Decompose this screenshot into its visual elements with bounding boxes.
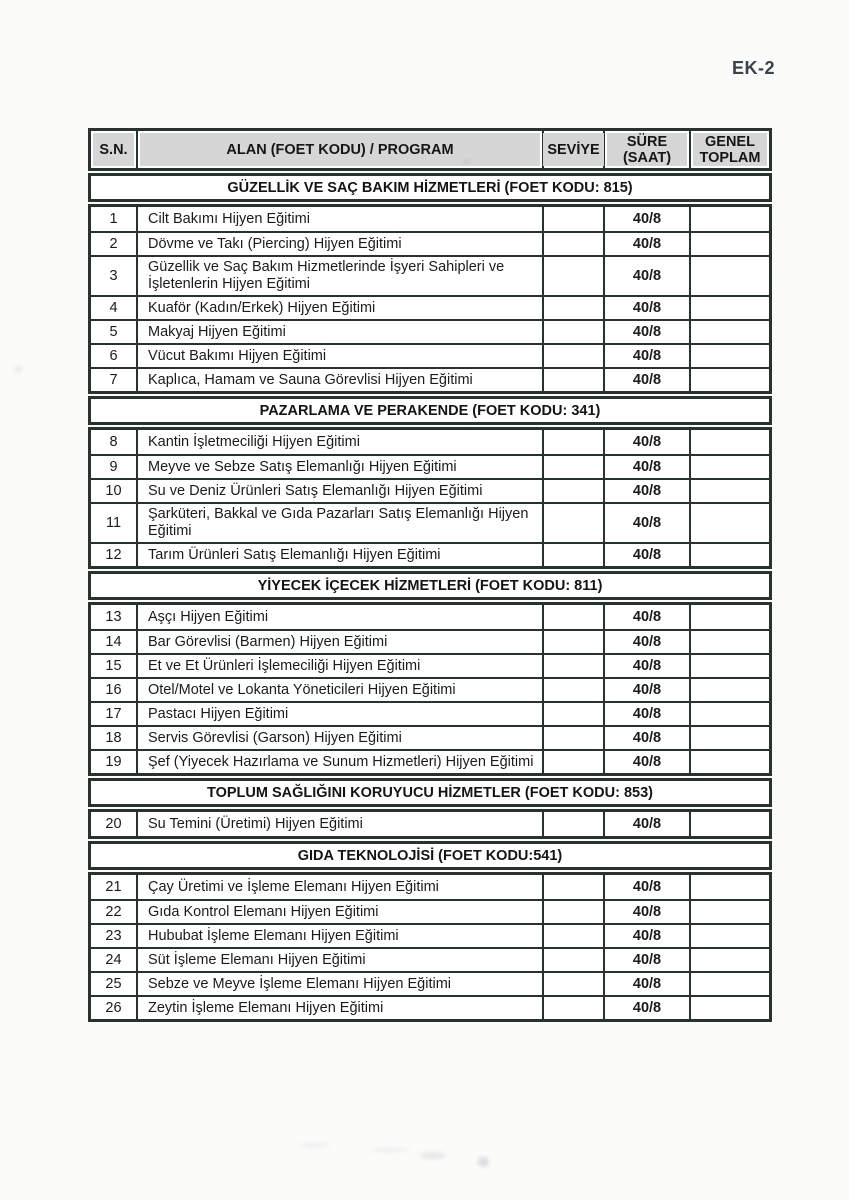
row-number: 26 (91, 997, 138, 1019)
section-title: TOPLUM SAĞLIĞINI KORUYUCU HİZMETLER (FOET KODU: 853) (206, 784, 654, 801)
scan-smudge (420, 1152, 446, 1159)
table-row (91, 899, 769, 923)
section-rows (88, 204, 772, 394)
row-program: Servis Görevlisi (Garson) Hijyen Eğitimi (138, 727, 544, 749)
row-seviye (544, 901, 605, 923)
row-seviye (544, 812, 605, 836)
table-row (91, 430, 769, 454)
section-header (88, 841, 772, 870)
row-number: 2 (91, 233, 138, 255)
scan-smudge (370, 1148, 410, 1152)
row-sure: 40/8 (605, 207, 691, 231)
row-sure: 40/8 (605, 233, 691, 255)
row-genel (691, 655, 769, 677)
row-program: Et ve Et Ürünleri İşlemeciliği Hijyen Eğitimi (138, 655, 544, 677)
row-genel (691, 679, 769, 701)
row-number: 4 (91, 297, 138, 319)
row-program: Şarküteri, Bakkal ve Gıda Pazarları Satış Elemanlığı Hijyen Eğitimi (138, 504, 544, 542)
row-sure: 40/8 (605, 703, 691, 725)
header-cell-genel (691, 131, 769, 168)
row-seviye (544, 973, 605, 995)
header-label-sn: S.N. (93, 133, 134, 166)
row-sure: 40/8 (605, 257, 691, 295)
row-sure: 40/8 (605, 973, 691, 995)
row-sure: 40/8 (605, 297, 691, 319)
table-row (91, 701, 769, 725)
row-genel (691, 297, 769, 319)
table-header-row (88, 128, 772, 171)
header-label-genel: GENEL TOPLAM (693, 133, 767, 166)
row-sure: 40/8 (605, 504, 691, 542)
row-program: Güzellik ve Saç Bakım Hizmetlerinde İşyeri Sahipleri ve İşletenlerin Hijyen Eğitimi (138, 257, 544, 295)
row-program: Kantin İşletmeciliği Hijyen Eğitimi (138, 430, 544, 454)
row-seviye (544, 544, 605, 566)
table-row (91, 207, 769, 231)
section-title: GIDA TEKNOLOJİSİ (FOET KODU:541) (297, 847, 563, 864)
row-program: Bar Görevlisi (Barmen) Hijyen Eğitimi (138, 631, 544, 653)
row-sure: 40/8 (605, 901, 691, 923)
row-number: 22 (91, 901, 138, 923)
row-genel (691, 997, 769, 1019)
table-row (91, 749, 769, 773)
row-seviye (544, 875, 605, 899)
row-genel (691, 605, 769, 629)
row-genel (691, 973, 769, 995)
table-row (91, 478, 769, 502)
header-cell-program (138, 131, 544, 168)
row-seviye (544, 207, 605, 231)
row-genel (691, 207, 769, 231)
header-cell-seviye (544, 131, 605, 168)
row-number: 16 (91, 679, 138, 701)
row-genel (691, 321, 769, 343)
row-sure: 40/8 (605, 875, 691, 899)
row-genel (691, 430, 769, 454)
table-row (91, 502, 769, 542)
section-rows (88, 872, 772, 1022)
row-program: Otel/Motel ve Lokanta Yöneticileri Hijyen Eğitimi (138, 679, 544, 701)
row-sure: 40/8 (605, 480, 691, 502)
row-sure: 40/8 (605, 925, 691, 947)
row-number: 23 (91, 925, 138, 947)
row-number: 8 (91, 430, 138, 454)
row-number: 14 (91, 631, 138, 653)
row-genel (691, 369, 769, 391)
row-sure: 40/8 (605, 369, 691, 391)
header-cell-sn (91, 131, 138, 168)
row-seviye (544, 925, 605, 947)
row-seviye (544, 257, 605, 295)
row-genel (691, 949, 769, 971)
row-sure: 40/8 (605, 812, 691, 836)
table-row (91, 255, 769, 295)
row-seviye (544, 321, 605, 343)
row-number: 3 (91, 257, 138, 295)
row-seviye (544, 456, 605, 478)
row-number: 13 (91, 605, 138, 629)
table-row (91, 605, 769, 629)
row-program: Hububat İşleme Elemanı Hijyen Eğitimi (138, 925, 544, 947)
row-genel (691, 727, 769, 749)
row-program: Cilt Bakımı Hijyen Eğitimi (138, 207, 544, 231)
table-row (91, 454, 769, 478)
scan-smudge (464, 160, 470, 164)
table-row (91, 947, 769, 971)
row-sure: 40/8 (605, 605, 691, 629)
table-row (91, 971, 769, 995)
table-body (88, 173, 772, 1022)
row-genel (691, 480, 769, 502)
row-genel (691, 233, 769, 255)
row-program: Gıda Kontrol Elemanı Hijyen Eğitimi (138, 901, 544, 923)
row-program: Aşçı Hijyen Eğitimi (138, 605, 544, 629)
row-number: 11 (91, 504, 138, 542)
table-row (91, 875, 769, 899)
row-sure: 40/8 (605, 456, 691, 478)
table-row (91, 542, 769, 566)
row-sure: 40/8 (605, 679, 691, 701)
row-number: 18 (91, 727, 138, 749)
row-seviye (544, 949, 605, 971)
section-header (88, 778, 772, 807)
row-seviye (544, 430, 605, 454)
attachment-label: EK-2 (732, 58, 776, 78)
section-rows (88, 427, 772, 569)
row-seviye (544, 727, 605, 749)
row-number: 24 (91, 949, 138, 971)
row-genel (691, 544, 769, 566)
row-genel (691, 456, 769, 478)
row-seviye (544, 480, 605, 502)
hygiene-training-table (88, 128, 772, 1022)
row-number: 10 (91, 480, 138, 502)
row-genel (691, 901, 769, 923)
section-title: GÜZELLİK VE SAÇ BAKIM HİZMETLERİ (FOET KODU: 815) (227, 179, 633, 196)
table-row (91, 923, 769, 947)
row-sure: 40/8 (605, 655, 691, 677)
row-number: 17 (91, 703, 138, 725)
table-row (91, 653, 769, 677)
row-number: 15 (91, 655, 138, 677)
row-sure: 40/8 (605, 345, 691, 367)
row-seviye (544, 297, 605, 319)
section-header (88, 173, 772, 202)
section-title: YİYECEK İÇECEK HİZMETLERİ (FOET KODU: 811) (257, 577, 603, 594)
section-header (88, 571, 772, 600)
row-seviye (544, 751, 605, 773)
row-sure: 40/8 (605, 997, 691, 1019)
row-number: 6 (91, 345, 138, 367)
row-number: 20 (91, 812, 138, 836)
row-genel (691, 504, 769, 542)
row-number: 7 (91, 369, 138, 391)
header-label-seviye: SEVİYE (543, 133, 603, 166)
row-seviye (544, 997, 605, 1019)
row-program: Zeytin İşleme Elemanı Hijyen Eğitimi (138, 997, 544, 1019)
row-sure: 40/8 (605, 430, 691, 454)
table-row (91, 812, 769, 836)
row-sure: 40/8 (605, 631, 691, 653)
scan-smudge (478, 1157, 489, 1167)
row-program: Meyve ve Sebze Satış Elemanlığı Hijyen Eğitimi (138, 456, 544, 478)
row-number: 25 (91, 973, 138, 995)
row-seviye (544, 703, 605, 725)
row-seviye (544, 345, 605, 367)
section-rows (88, 809, 772, 839)
row-genel (691, 812, 769, 836)
header-label-sure: SÜRE (SAAT) (607, 133, 687, 166)
row-program: Tarım Ürünleri Satış Elemanlığı Hijyen Eğitimi (138, 544, 544, 566)
table-row (91, 319, 769, 343)
section-header (88, 396, 772, 425)
row-sure: 40/8 (605, 544, 691, 566)
row-number: 21 (91, 875, 138, 899)
row-program: Çay Üretimi ve İşleme Elemanı Hijyen Eğitimi (138, 875, 544, 899)
header-label-program: ALAN (FOET KODU) / PROGRAM (140, 133, 540, 166)
row-genel (691, 703, 769, 725)
scan-smudge (14, 366, 23, 372)
row-seviye (544, 655, 605, 677)
row-seviye (544, 631, 605, 653)
table-row (91, 725, 769, 749)
row-seviye (544, 369, 605, 391)
row-number: 9 (91, 456, 138, 478)
row-number: 1 (91, 207, 138, 231)
row-seviye (544, 605, 605, 629)
row-genel (691, 257, 769, 295)
section-title: PAZARLAMA VE PERAKENDE (FOET KODU: 341) (259, 402, 601, 419)
table-row (91, 677, 769, 701)
row-program: Kuaför (Kadın/Erkek) Hijyen Eğitimi (138, 297, 544, 319)
table-row (91, 629, 769, 653)
row-genel (691, 925, 769, 947)
row-program: Kaplıca, Hamam ve Sauna Görevlisi Hijyen Eğitimi (138, 369, 544, 391)
table-row (91, 343, 769, 367)
row-program: Sebze ve Meyve İşleme Elemanı Hijyen Eğitimi (138, 973, 544, 995)
row-program: Pastacı Hijyen Eğitimi (138, 703, 544, 725)
row-program: Vücut Bakımı Hijyen Eğitimi (138, 345, 544, 367)
row-sure: 40/8 (605, 949, 691, 971)
table-row (91, 995, 769, 1019)
row-program: Makyaj Hijyen Eğitimi (138, 321, 544, 343)
header-cell-sure (605, 131, 691, 168)
row-program: Su Temini (Üretimi) Hijyen Eğitimi (138, 812, 544, 836)
row-genel (691, 631, 769, 653)
row-genel (691, 345, 769, 367)
row-program: Şef (Yiyecek Hazırlama ve Sunum Hizmetleri) Hijyen Eğitimi (138, 751, 544, 773)
row-genel (691, 751, 769, 773)
table-row (91, 295, 769, 319)
row-seviye (544, 504, 605, 542)
row-seviye (544, 679, 605, 701)
row-number: 19 (91, 751, 138, 773)
row-program: Süt İşleme Elemanı Hijyen Eğitimi (138, 949, 544, 971)
row-program: Dövme ve Takı (Piercing) Hijyen Eğitimi (138, 233, 544, 255)
row-number: 12 (91, 544, 138, 566)
row-sure: 40/8 (605, 751, 691, 773)
row-program: Su ve Deniz Ürünleri Satış Elemanlığı Hijyen Eğitimi (138, 480, 544, 502)
table-row (91, 231, 769, 255)
row-seviye (544, 233, 605, 255)
section-rows (88, 602, 772, 776)
row-number: 5 (91, 321, 138, 343)
row-sure: 40/8 (605, 321, 691, 343)
row-genel (691, 875, 769, 899)
scan-smudge (300, 1143, 330, 1148)
row-sure: 40/8 (605, 727, 691, 749)
table-row (91, 367, 769, 391)
